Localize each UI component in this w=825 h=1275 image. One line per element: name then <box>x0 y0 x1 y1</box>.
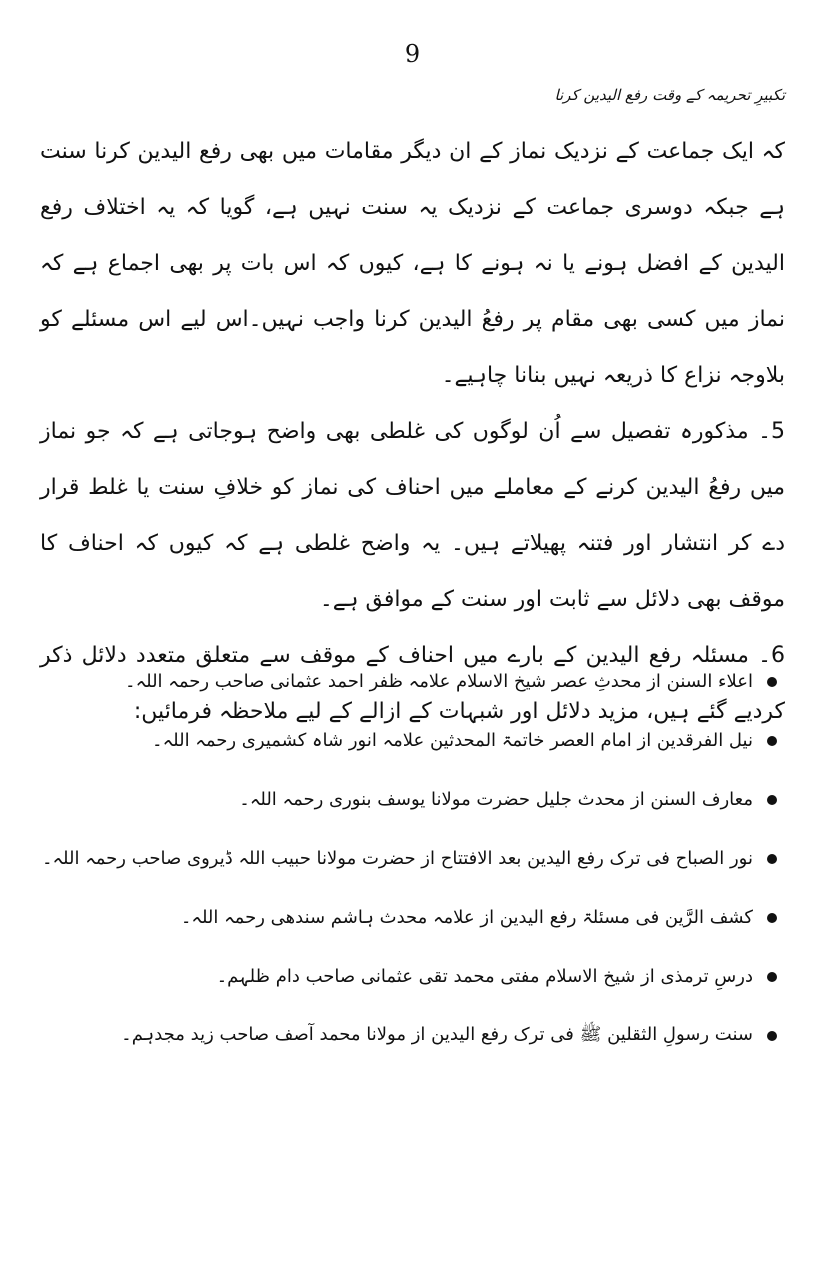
reference-item <box>40 652 785 711</box>
reference-item <box>40 947 785 1006</box>
bullet-icon <box>767 854 777 864</box>
paragraph-point-5: 5۔ مذکورہ تفصیل سے اُن لوگوں کی غلطی بھی واضح ہوجاتی ہے کہ جو نماز میں رفعُ الیدین کرنے کے معاملے میں احناف کی نماز کو خلافِ سنت یا غلط قرار دے کر انتشار اور فتنہ پھیلاتے ہیں۔ یہ واضح غلطی ہے کہ کیوں کہ احناف کا موقف بھی دلائل سے ثابت اور سنت کے موافق ہے۔ <box>40 419 785 612</box>
bullet-icon <box>767 795 777 805</box>
bullet-icon <box>767 677 777 687</box>
reference-item <box>40 829 785 888</box>
reference-text: اعلاء السنن از محدثِ عصر شیخ الاسلام علامہ ظفر احمد عثمانی صاحب رحمہ اللہ۔ <box>125 671 753 692</box>
bullet-icon <box>767 1031 777 1041</box>
reference-text: نور الصباح فی ترک رفع الیدین بعد الافتتاح از حضرت مولانا حبیب اللہ ڈیروی صاحب رحمہ اللہ۔ <box>41 848 753 869</box>
reference-text: نیل الفرقدین از امام العصر خاتمۃ المحدثین علامہ انور شاہ کشمیری رحمہ اللہ۔ <box>152 730 753 751</box>
bullet-icon <box>767 736 777 746</box>
reference-text: کشف الرَّین فی مسئلۃ رفع الیدین از علامہ محدث ہاشم سندھی رحمہ اللہ۔ <box>180 907 753 928</box>
reference-text: سنت رسولِ الثقلین ﷺ فی ترک رفع الیدین از مولانا محمد آصف صاحب زید مجدہم۔ <box>121 1023 753 1045</box>
reference-text: معارف السنن از محدث جلیل حضرت مولانا یوسف بنوری رحمہ اللہ۔ <box>239 789 753 810</box>
reference-item <box>40 888 785 947</box>
body-text <box>40 124 785 740</box>
reference-item <box>40 711 785 770</box>
running-header: تکبیرِ تحریمہ کے وقت رفع الیدین کرنا <box>554 86 785 104</box>
reference-text: درسِ ترمذی از شیخ الاسلام مفتی محمد تقی عثمانی صاحب دام ظلہم۔ <box>216 966 753 987</box>
bullet-icon <box>767 913 777 923</box>
bullet-icon <box>767 972 777 982</box>
paragraph-consensus: کہ ایک جماعت کے نزدیک نماز کے ان دیگر مقامات میں بھی رفع الیدین کرنا سنت ہے جبکہ دوسری جماعت کے نزدیک یہ سنت نہیں ہے، گویا کہ یہ اختلاف رفع الیدین کے افضل ہونے یا نہ ہونے کا ہے، کیوں کہ اس بات پر بھی اجماع ہے کہ نماز میں کسی بھی مقام پر رفعُ الیدین کرنا واجب نہیں۔اس لیے اس مسئلے کو بلاوجہ نزاع کا ذریعہ نہیں بنانا چاہیے۔ <box>40 139 785 388</box>
reference-list <box>40 652 785 1065</box>
reference-item <box>40 1006 785 1065</box>
reference-item <box>40 770 785 829</box>
page-number: 9 <box>404 40 421 68</box>
paragraph-point-6: 6۔ مسئلہ رفع الیدین کے بارے میں احناف کے موقف سے متعلق متعدد دلائل ذکر کردیے گئے ہیں، مزید دلائل اور شبہات کے ازالے کے لیے ملاحظہ فرمائیں: <box>40 643 785 724</box>
